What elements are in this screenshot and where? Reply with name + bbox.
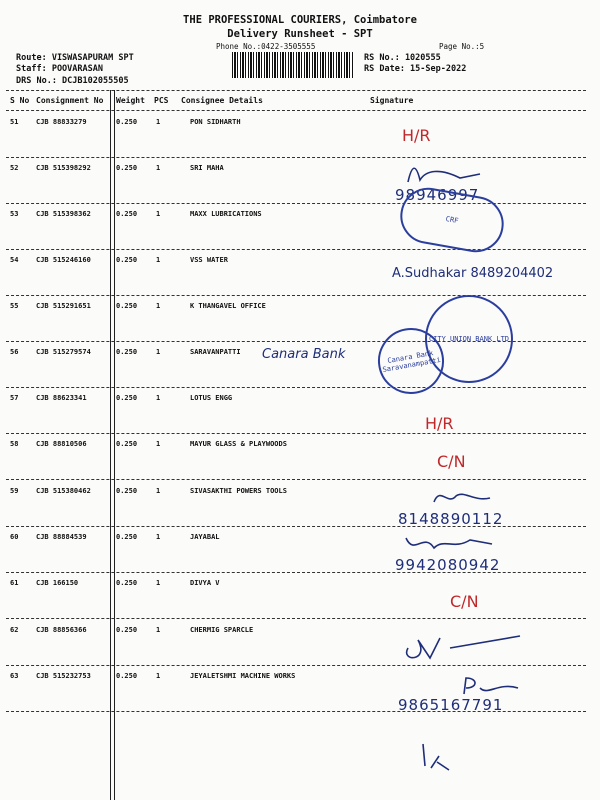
row-divider xyxy=(6,249,586,250)
row-consignment: CJB 515398362 xyxy=(36,210,91,218)
signature-59 xyxy=(430,486,510,510)
row-sno: 59 xyxy=(10,487,19,495)
row-sno: 61 xyxy=(10,579,19,587)
row-consignment: CJB 88623341 xyxy=(36,394,87,402)
row-divider xyxy=(6,157,586,158)
row-sno: 54 xyxy=(10,256,19,264)
row-pcs: 1 xyxy=(156,164,161,172)
col-pcs: PCS xyxy=(154,96,169,105)
header-divider-top xyxy=(6,90,586,91)
row-pcs: 1 xyxy=(156,210,161,218)
row-sno: 56 xyxy=(10,348,19,356)
row-weight: 0.250 xyxy=(116,440,138,448)
row-divider xyxy=(6,479,586,480)
row-pcs: 1 xyxy=(156,579,161,587)
phone-number: Phone No.:0422-3505555 xyxy=(216,42,316,51)
col-consignment: Consignment No xyxy=(36,96,104,105)
row-sno: 58 xyxy=(10,440,19,448)
row-pcs: 1 xyxy=(156,302,161,310)
rs-number: RS No.: 1020555 xyxy=(364,53,441,63)
row-weight: 0.250 xyxy=(116,164,138,172)
row-sno: 63 xyxy=(10,672,19,680)
row-consignee: LOTUS ENGG xyxy=(190,394,233,402)
row-pcs: 1 xyxy=(156,626,161,634)
stamp-city-union-bank: CITY UNION BANK LTD xyxy=(425,295,513,383)
signature-63 xyxy=(458,676,528,698)
barcode xyxy=(232,52,354,78)
handwritten-cn-61: C/N xyxy=(450,592,479,611)
row-consignee: K THANGAVEL OFFICE xyxy=(190,302,266,310)
row-consignment: CJB 515380462 xyxy=(36,487,91,495)
row-consignee: DIVYA V xyxy=(190,579,220,587)
row-pcs: 1 xyxy=(156,256,161,264)
page-number: Page No.:5 xyxy=(439,42,485,51)
stamp-canara-bank: Canara Bank Saravanampatti xyxy=(373,323,449,399)
row-consignee: SRI MAHA xyxy=(190,164,224,172)
row-consignment: CJB 515291651 xyxy=(36,302,91,310)
row-divider xyxy=(6,618,586,619)
handwritten-cn-58: C/N xyxy=(437,452,466,471)
row-consignee: SIVASAKTHI POWERS TOOLS xyxy=(190,487,287,495)
row-sno: 51 xyxy=(10,118,19,126)
handwritten-mark xyxy=(415,740,455,776)
col-signature: Signature xyxy=(370,96,414,105)
row-consignment: CJB 88833279 xyxy=(36,118,87,126)
row-consignee: SARAVANPATTI xyxy=(190,348,241,356)
handwritten-phone-52: 98946997 xyxy=(395,186,480,204)
header-divider-bottom xyxy=(6,110,586,111)
handwritten-canara-56: Canara Bank xyxy=(262,347,346,362)
row-weight: 0.250 xyxy=(116,394,138,402)
row-consignment: CJB 515232753 xyxy=(36,672,91,680)
row-weight: 0.250 xyxy=(116,672,138,680)
col-weight: Weight xyxy=(116,96,145,105)
row-weight: 0.250 xyxy=(116,533,138,541)
row-sno: 55 xyxy=(10,302,19,310)
row-sno: 53 xyxy=(10,210,19,218)
row-consignment: CJB 88810506 xyxy=(36,440,87,448)
row-pcs: 1 xyxy=(156,394,161,402)
row-weight: 0.250 xyxy=(116,487,138,495)
row-pcs: 1 xyxy=(156,440,161,448)
row-weight: 0.250 xyxy=(116,626,138,634)
staff-label: Staff: POOVARASAN xyxy=(16,64,103,74)
row-weight: 0.250 xyxy=(116,210,138,218)
handwritten-hr-57: H/R xyxy=(425,414,454,433)
rs-date: RS Date: 15-Sep-2022 xyxy=(364,64,467,74)
row-pcs: 1 xyxy=(156,533,161,541)
col-sno: S No xyxy=(10,96,30,105)
col-consignee: Consignee Details xyxy=(181,96,263,105)
row-consignee: MAYUR GLASS & PLAYWOODS xyxy=(190,440,287,448)
row-consignment: CJB 88884539 xyxy=(36,533,87,541)
row-divider xyxy=(6,203,586,204)
handwritten-phone-60: 9942080942 xyxy=(395,556,501,574)
row-consignment: CJB 88856366 xyxy=(36,626,87,634)
row-consignee: JEYALETSHMI MACHINE WORKS xyxy=(190,672,296,680)
row-consignee: VSS WATER xyxy=(190,256,228,264)
row-weight: 0.250 xyxy=(116,118,138,126)
handwritten-hr-51: H/R xyxy=(402,126,431,145)
row-consignee: JAYABAL xyxy=(190,533,220,541)
row-divider xyxy=(6,433,586,434)
route-label: Route: VISWASAPURAM SPT xyxy=(16,53,134,63)
handwritten-name-54: A.Sudhakar 8489204402 xyxy=(392,266,554,281)
row-sno: 52 xyxy=(10,164,19,172)
row-consignment: CJB 166150 xyxy=(36,579,79,587)
handwritten-phone-63: 9865167791 xyxy=(398,696,504,714)
row-pcs: 1 xyxy=(156,487,161,495)
row-divider xyxy=(6,295,586,296)
row-weight: 0.250 xyxy=(116,348,138,356)
row-weight: 0.250 xyxy=(116,579,138,587)
row-pcs: 1 xyxy=(156,672,161,680)
row-sno: 60 xyxy=(10,533,19,541)
stamp-crf: CRF xyxy=(396,183,508,256)
row-sno: 57 xyxy=(10,394,19,402)
row-consignee: MAXX LUBRICATIONS xyxy=(190,210,262,218)
company-name: THE PROFESSIONAL COURIERS, Coimbatore xyxy=(183,14,417,26)
signature-60 xyxy=(400,530,500,558)
handwritten-phone-59: 8148890112 xyxy=(398,510,504,528)
signature-62 xyxy=(400,628,530,668)
row-consignee: PON SIDHARTH xyxy=(190,118,241,126)
row-consignment: CJB 515246160 xyxy=(36,256,91,264)
runsheet-title: Delivery Runsheet - SPT xyxy=(227,28,373,40)
row-weight: 0.250 xyxy=(116,302,138,310)
row-pcs: 1 xyxy=(156,118,161,126)
row-consignment: CJB 515279574 xyxy=(36,348,91,356)
row-divider xyxy=(6,387,586,388)
row-consignee: CHERMIG SPARCLE xyxy=(190,626,254,634)
row-weight: 0.250 xyxy=(116,256,138,264)
row-sno: 62 xyxy=(10,626,19,634)
drs-number: DRS No.: DCJB102055505 xyxy=(16,76,129,86)
row-consignment: CJB 515398292 xyxy=(36,164,91,172)
row-pcs: 1 xyxy=(156,348,161,356)
